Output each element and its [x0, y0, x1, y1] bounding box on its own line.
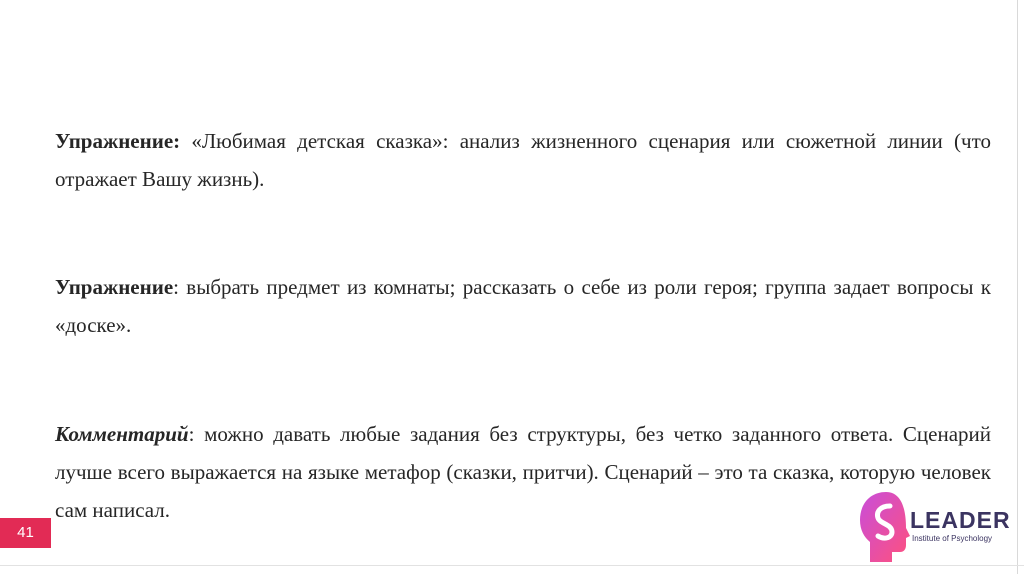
logo-tagline: Institute of Psychology — [912, 534, 993, 543]
slide-number-badge: 41 — [0, 518, 51, 548]
exercise-1-text: «Любимая детская сказка»: анализ жизненного сценария или сюжетной линии (что отражает Вашу жизнь). — [55, 129, 991, 191]
comment-text: : можно давать любые задания без структуры, без четко заданного ответа. Сценарий лучше всего выражается на языке метафор (сказки, притчи). Сценарий – это та сказка, которую человек сам написал. — [55, 422, 991, 522]
paragraph-exercise-2 — [55, 268, 991, 344]
head-profile-icon — [852, 482, 912, 568]
exercise-1-heading: Упражнение: — [55, 129, 181, 153]
exercise-2-heading: Упражнение — [55, 275, 174, 299]
paragraph-comment — [55, 415, 991, 529]
leader-logo — [852, 482, 1020, 568]
exercise-2-text: : выбрать предмет из комнаты; рассказать о себе из роли героя; группа задает вопросы к «доске». — [55, 275, 991, 337]
comment-heading: Комментарий — [55, 422, 189, 446]
logo-wordmark: LEADER — [910, 507, 1011, 533]
paragraph-exercise-1 — [55, 122, 991, 198]
